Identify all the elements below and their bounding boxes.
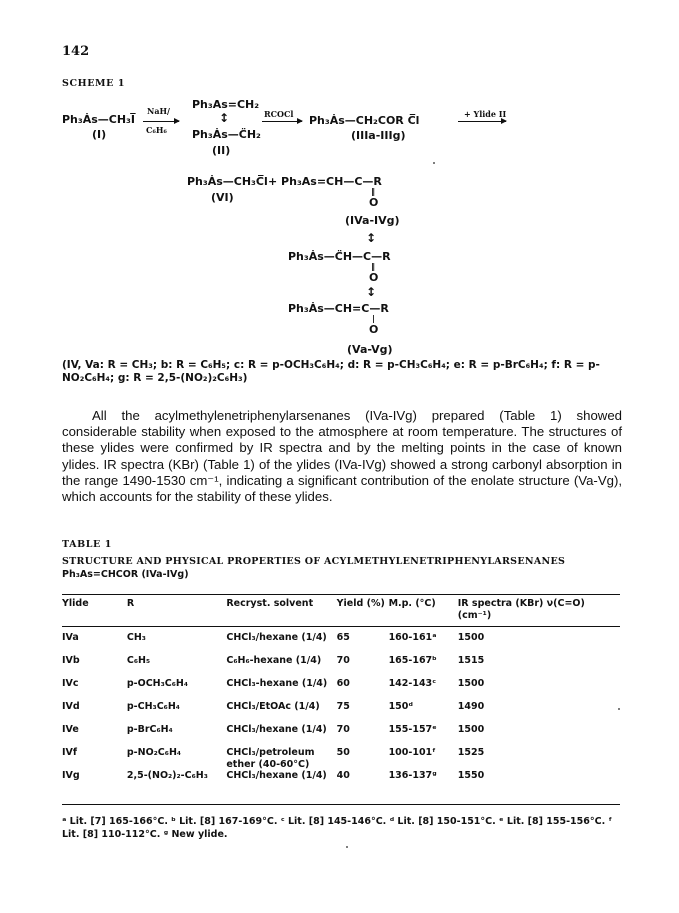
resonance-arrow-1: ↕ — [219, 111, 230, 125]
reaction-arrow-2 — [262, 121, 302, 122]
table-row — [62, 747, 620, 770]
scan-speck — [618, 708, 620, 710]
cell-r: p-CH₃C₆H₄ — [126, 701, 180, 712]
cell-r: p-BrC₆H₄ — [126, 724, 173, 735]
single-bond-o: | — [372, 314, 375, 323]
table-row — [62, 770, 620, 793]
cell-mp: 136-137ᵍ — [388, 770, 437, 781]
enolate-o: O — [369, 323, 379, 336]
table-top-rule — [62, 594, 620, 595]
cell-yield: 65 — [336, 632, 350, 643]
table-row — [62, 655, 620, 678]
cell-r: C₆H₅ — [126, 655, 151, 666]
cell-yield: 40 — [336, 770, 350, 781]
salt-iii: Ph₃Ȧs—CH₂COR C̅l — [309, 114, 420, 127]
body-paragraph: All the acylmethylenetriphenylarsenanes (IVa-IVg) prepared (Table 1) showed considerable stability when exposed to the atmosphere at room temperature. The structures of these ylides were confirmed by IR spectra and by the melting points in the case of known ylides. IR spectra (KBr) (Table 1) of the ylides (IVa-IVg) showed a strong carbonyl absorption in the range 1490-1530 cm⁻¹, indicating a significant contribution of the enolate structure (Va-Vg), which accounts for the stability of these ylides. — [62, 408, 622, 505]
cell-yield: 50 — [336, 747, 350, 758]
cell-yield: 70 — [336, 655, 350, 666]
cell-mp: 150ᵈ — [388, 701, 413, 712]
resonance-arrow-2: ↕ — [366, 231, 377, 245]
cell-ir: 1490 — [457, 701, 485, 712]
col-header-yield: Yield (%) — [336, 598, 385, 609]
carbonyl-o-1: O — [369, 196, 379, 209]
double-bond-2: ‖ — [371, 262, 375, 271]
salt-iii-label: (IIIa-IIIg) — [351, 129, 406, 142]
resonance-arrow-3: ↕ — [366, 285, 377, 299]
reagent-ylide-ii: + Ylide II — [464, 109, 507, 119]
cell-solvent: CHCl₃/hexane (1/4) — [226, 632, 327, 643]
col-header-solvent: Recryst. solvent — [226, 598, 314, 609]
cell-ylide: IVf — [62, 747, 78, 758]
carbonyl-o-2: O — [369, 271, 379, 284]
cell-ir: 1515 — [457, 655, 485, 666]
enolate-label: (Va-Vg) — [347, 343, 393, 356]
product-vi: Ph₃Ȧs—CH₃C̅l — [187, 175, 268, 188]
scan-speck — [346, 846, 348, 848]
table-header-row — [62, 598, 620, 624]
cell-ylide: IVc — [62, 678, 79, 689]
scheme-label: SCHEME 1 — [62, 78, 126, 89]
product-iv-label: (IVa-IVg) — [345, 214, 400, 227]
cell-solvent: CHCl₃/EtOAc (1/4) — [226, 701, 320, 712]
reagent-rcocl: RCOCl — [264, 109, 294, 119]
reagent-nah: NaH/ — [147, 106, 170, 116]
cell-mp: 142-143ᶜ — [388, 678, 437, 689]
reactant-i: Ph₃Ȧs—CH₃I̅ — [62, 113, 135, 126]
product-vi-label: (VI) — [211, 191, 234, 204]
reactant-i-label: (I) — [92, 128, 107, 141]
cell-ylide: IVg — [62, 770, 80, 781]
cell-ir: 1500 — [457, 724, 485, 735]
double-bond-1: ‖ — [371, 187, 375, 196]
cell-ir: 1525 — [457, 747, 485, 758]
col-header-ylide: Ylide — [62, 598, 89, 609]
reaction-arrow-3 — [458, 121, 506, 122]
properties-table — [62, 598, 620, 793]
reagent-benzene: C₆H₆ — [146, 125, 167, 135]
enolate-form: Ph₃Ȧs—CH=C—R — [288, 302, 389, 315]
cell-mp: 165-167ᵇ — [388, 655, 437, 666]
cell-r: p-NO₂C₆H₄ — [126, 747, 182, 758]
col-header-r: R — [126, 598, 135, 609]
table-row — [62, 678, 620, 701]
reaction-arrow-1 — [143, 121, 179, 122]
cell-solvent: CHCl₃/petroleum ether (40-60°C) — [226, 747, 315, 770]
cell-solvent: CHCl₃-hexane (1/4) — [226, 678, 328, 689]
page-number: 142 — [62, 44, 90, 59]
cell-yield: 70 — [336, 724, 350, 735]
table-row — [62, 701, 620, 724]
cell-ylide: IVd — [62, 701, 80, 712]
resonance-form-2: Ph₃Ȧs—C̈H—C—R — [288, 250, 391, 263]
scan-speck — [433, 162, 435, 164]
table-footnotes: ᵃ Lit. [7] 165-166°C. ᵇ Lit. [8] 167-169°C. ᶜ Lit. [8] 145-146°C. ᵈ Lit. [8] 150-151°C. ᵉ Lit. [8] 155-156°C. ᶠ Lit. [8] 110-112°C. ᵍ New ylide. — [62, 816, 613, 840]
cell-r: CH₃ — [126, 632, 146, 643]
cell-solvent: C₆H₆-hexane (1/4) — [226, 655, 322, 666]
cell-ir: 1500 — [457, 678, 485, 689]
cell-ylide: IVe — [62, 724, 79, 735]
ylide-ii-resonance: Ph₃Ȧs—C̈H₂ — [192, 128, 261, 141]
cell-mp: 155-157ᵉ — [388, 724, 437, 735]
table-bottom-rule — [62, 804, 620, 805]
table-subtitle: Ph₃As=CHCOR (IVa-IVg) — [62, 569, 189, 580]
table-row — [62, 632, 620, 655]
ylide-ii: Ph₃As=CH₂ — [192, 98, 260, 111]
cell-ir: 1550 — [457, 770, 485, 781]
cell-yield: 75 — [336, 701, 350, 712]
table-label: TABLE 1 — [62, 539, 112, 550]
table-title: STRUCTURE AND PHYSICAL PROPERTIES OF ACYLMETHYLENETRIPHENYLARSENANES — [62, 556, 566, 567]
cell-yield: 60 — [336, 678, 350, 689]
cell-r: 2,5-(NO₂)₂-C₆H₃ — [126, 770, 208, 781]
cell-ir: 1500 — [457, 632, 485, 643]
table-row — [62, 724, 620, 747]
cell-solvent: CHCl₃/hexane (1/4) — [226, 724, 327, 735]
cell-r: p-OCH₃C₆H₄ — [126, 678, 189, 689]
cell-ylide: IVa — [62, 632, 79, 643]
col-header-ir: IR spectra (KBr) ν(C=O) (cm⁻¹) — [457, 598, 585, 621]
cell-mp: 100-101ᶠ — [388, 747, 436, 758]
cell-mp: 160-161ᵃ — [388, 632, 437, 643]
product-iv: + Ph₃As=CH—C—R — [268, 175, 382, 188]
ylide-ii-label: (II) — [212, 144, 231, 157]
cell-ylide: IVb — [62, 655, 80, 666]
cell-solvent: CHCl₃/hexane (1/4) — [226, 770, 327, 781]
col-header-mp: M.p. (°C) — [388, 598, 436, 609]
scheme-legend: (IV, Va: R = CH₃; b: R = C₆H₅; c: R = p-OCH₃C₆H₄; d: R = p-CH₃C₆H₄; e: R = p-BrC₆H₄; f: R = p-NO₂C₆H₄; g: R = 2,5-(NO₂)₂C₆H₃) — [62, 359, 600, 384]
